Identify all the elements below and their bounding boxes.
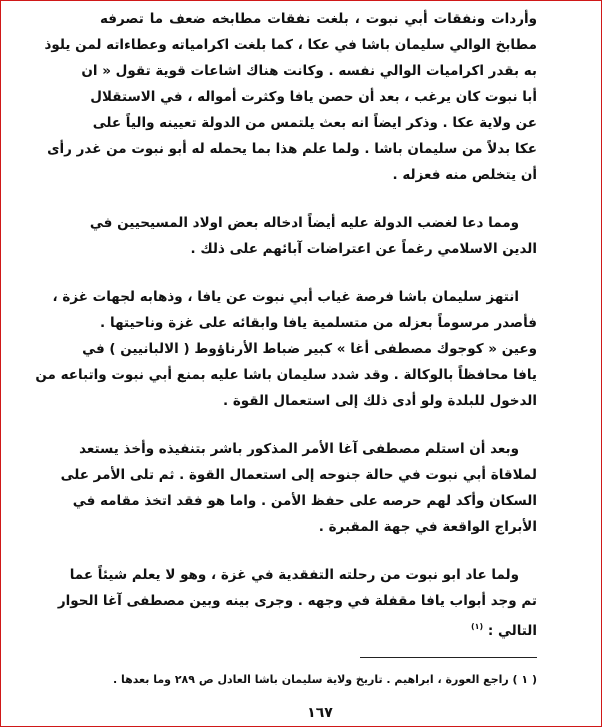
paragraph xyxy=(35,284,537,414)
page-body xyxy=(35,6,537,640)
text-line: ومما دعا لغضب الدولة عليه أيضاً ادخاله بعض اولاد المسيحيين في xyxy=(89,215,519,231)
text-line: الدين الاسلامي رغماً عن اعتراضات آبائهم على ذلك . xyxy=(190,241,537,257)
text-line: تم وجد أبواب يافا مقفلة في وجهه . وجرى بينه وبين مصطفى آغا الحوار xyxy=(57,593,537,609)
footnote-reference[interactable]: (١) xyxy=(470,622,484,631)
footnote-divider xyxy=(360,657,537,658)
text-line: وأردات ونفقات أبي نبوت ، بلغت نفقات مطابخه ضعف ما تصرفه xyxy=(100,11,537,27)
text-line: به بقدر اكراميات الوالي نفسه . وكانت هناك اشاعات قوية تقول « ان xyxy=(81,63,537,79)
text-line: لملاقاة أبي نبوت في حالة جنوحه إلى استعمال القوة . ثم تلى الأمر على xyxy=(60,467,537,483)
text-line: وبعد أن استلم مصطفى آغا الأمر المذكور باشر بتنفيذه وأخذ يستعد xyxy=(79,441,519,457)
paragraph xyxy=(44,6,537,188)
paragraph xyxy=(57,562,537,640)
text-line: فأصدر مرسوماً بعزله من متسلمية يافا وابقائه على غزة وناحيتها . xyxy=(100,315,537,331)
text-line: عن ولاية عكا . وذكر ايضاً انه بعث يلتمس من الدولة تعيينه والياً على xyxy=(92,115,537,131)
text-line: وعين « كوجوك مصطفى أغا » كبير ضباط الأرناؤوط ( الالبانيين ) في xyxy=(82,341,537,357)
text-line: الأبراج الواقعة في جهة المقبرة . xyxy=(318,519,537,535)
text-line: أبا نبوت كان يرغب ، بعد أن حصن يافا وكثرت أمواله ، في الاستقلال xyxy=(90,89,537,105)
text-line-content: التالي : xyxy=(487,623,537,639)
text-line: مطابخ الوالي سليمان باشا في عكا ، كما بلغت اكرامياته وعطاءاته لمن يلوذ xyxy=(44,37,537,53)
paragraph xyxy=(60,436,537,540)
page-number: ١٦٧ xyxy=(307,705,333,721)
text-line: السكان وأكد لهم حرصه على حفظ الأمن . واما هو فقد اتخذ مقامه في xyxy=(72,493,537,509)
text-line xyxy=(100,614,537,640)
paragraph xyxy=(89,210,537,262)
text-line: عكا بدلاً من سليمان باشا . ولما علم هذا بما يحمله له أبو نبوت من غدر رأى xyxy=(47,141,537,157)
text-line: انتهز سليمان باشا فرصة غياب أبي نبوت عن يافا ، وذهابه لجهات غزة ، xyxy=(52,289,519,305)
text-line: أن يتخلص منه فعزله . xyxy=(392,167,537,183)
text-line: يافا محافظاً بالوكالة . وقد شدد سليمان باشا عليه بمنع أبي نبوت واتباعه من xyxy=(35,367,537,383)
text-line: ولما عاد ابو نبوت من رحلته التفقدية في غزة ، وهو لا يعلم شيئاً عما xyxy=(69,567,519,583)
text-line: الدخول للبلدة ولو أدى ذلك إلى استعمال القوة . xyxy=(223,393,537,409)
footnote: ( ١ ) راجع العورة ، ابراهيم . تاريخ ولاية سليمان باشا العادل ص ٢٨٩ وما بعدها . xyxy=(112,673,537,686)
